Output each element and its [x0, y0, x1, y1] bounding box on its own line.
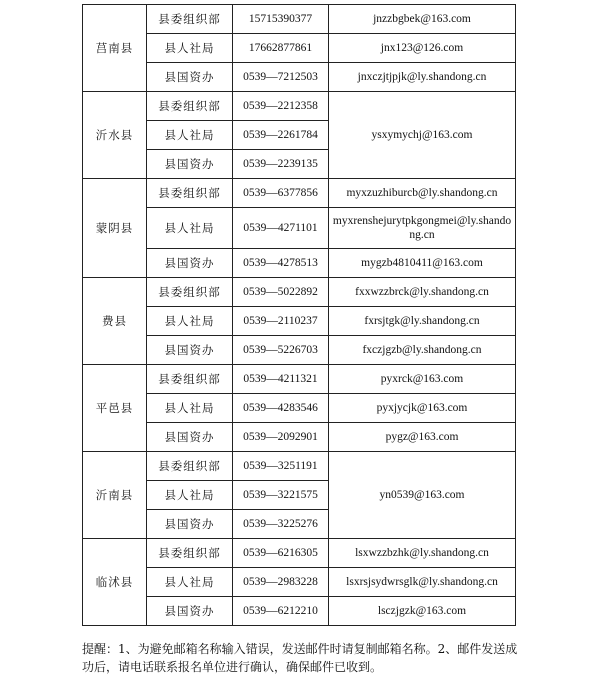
phone-cell: 0539—4278513	[233, 249, 329, 278]
table-row	[83, 394, 516, 423]
phone-cell: 0539—2239135	[233, 150, 329, 179]
table-row	[83, 249, 516, 278]
phone-cell: 0539—5022892	[233, 278, 329, 307]
phone-cell: 0539—6212210	[233, 597, 329, 626]
email-cell[interactable]: pygz@163.com	[329, 423, 516, 452]
department-cell: 县人社局	[147, 121, 233, 150]
county-name: 蒙阴县	[83, 179, 147, 278]
phone-cell: 0539—3221575	[233, 481, 329, 510]
table-row	[83, 568, 516, 597]
department-cell: 县人社局	[147, 208, 233, 249]
table-row	[83, 452, 516, 481]
email-cell[interactable]: jnxczjtjpjk@ly.shandong.cn	[329, 63, 516, 92]
department-cell: 县人社局	[147, 568, 233, 597]
table-row	[83, 597, 516, 626]
contact-table-body	[83, 5, 516, 626]
county-name: 莒南县	[83, 5, 147, 92]
department-cell: 县国资办	[147, 249, 233, 278]
email-cell[interactable]: pyxrck@163.com	[329, 365, 516, 394]
county-name: 临沭县	[83, 539, 147, 626]
department-cell: 县国资办	[147, 597, 233, 626]
email-cell[interactable]: lsxrsjsydwrsglk@ly.shandong.cn	[329, 568, 516, 597]
email-cell[interactable]: yn0539@163.com	[329, 452, 516, 539]
email-cell[interactable]: lsxwzzbzhk@ly.shandong.cn	[329, 539, 516, 568]
email-cell[interactable]: mygzb4810411@163.com	[329, 249, 516, 278]
email-cell[interactable]: ysxymychj@163.com	[329, 92, 516, 179]
department-cell: 县国资办	[147, 150, 233, 179]
county-name: 费县	[83, 278, 147, 365]
table-row	[83, 34, 516, 63]
table-row	[83, 92, 516, 121]
email-cell[interactable]: fxrsjtgk@ly.shandong.cn	[329, 307, 516, 336]
table-row	[83, 179, 516, 208]
department-cell: 县委组织部	[147, 278, 233, 307]
table-row	[83, 208, 516, 249]
email-cell[interactable]: lsczjgzk@163.com	[329, 597, 516, 626]
phone-cell: 0539—2212358	[233, 92, 329, 121]
email-cell[interactable]: fxczjgzb@ly.shandong.cn	[329, 336, 516, 365]
table-row	[83, 63, 516, 92]
department-cell: 县人社局	[147, 481, 233, 510]
county-name: 沂水县	[83, 92, 147, 179]
phone-cell: 0539—2110237	[233, 307, 329, 336]
phone-cell: 0539—3225276	[233, 510, 329, 539]
table-row	[83, 5, 516, 34]
department-cell: 县委组织部	[147, 5, 233, 34]
email-cell[interactable]: fxxwzzbrck@ly.shandong.cn	[329, 278, 516, 307]
phone-cell: 0539—3251191	[233, 452, 329, 481]
table-row	[83, 307, 516, 336]
phone-cell: 17662877861	[233, 34, 329, 63]
department-cell: 县国资办	[147, 336, 233, 365]
phone-cell: 0539—5226703	[233, 336, 329, 365]
department-cell: 县国资办	[147, 510, 233, 539]
county-name: 沂南县	[83, 452, 147, 539]
contact-table	[82, 4, 516, 626]
email-cell[interactable]: pyxjycjk@163.com	[329, 394, 516, 423]
department-cell: 县国资办	[147, 63, 233, 92]
county-name: 平邑县	[83, 365, 147, 452]
table-row	[83, 539, 516, 568]
email-cell[interactable]: jnzzbgbek@163.com	[329, 5, 516, 34]
department-cell: 县委组织部	[147, 365, 233, 394]
email-cell[interactable]: myxrenshejurytpkgongmei@ly.shandong.cn	[329, 208, 516, 249]
phone-cell: 0539—4271101	[233, 208, 329, 249]
table-row	[83, 336, 516, 365]
table-row	[83, 365, 516, 394]
phone-cell: 0539—2261784	[233, 121, 329, 150]
phone-cell: 0539—4211321	[233, 365, 329, 394]
department-cell: 县委组织部	[147, 539, 233, 568]
department-cell: 县委组织部	[147, 92, 233, 121]
department-cell: 县人社局	[147, 34, 233, 63]
phone-cell: 0539—6377856	[233, 179, 329, 208]
phone-cell: 0539—2983228	[233, 568, 329, 597]
department-cell: 县人社局	[147, 394, 233, 423]
phone-cell: 0539—2092901	[233, 423, 329, 452]
department-cell: 县国资办	[147, 423, 233, 452]
table-row	[83, 278, 516, 307]
footer-note: 提醒：1、为避免邮箱名称输入错误，发送邮件时请复制邮箱名称。2、邮件发送成功后，请电话联系报名单位进行确认，确保邮件已收到。	[82, 642, 518, 674]
phone-cell: 0539—6216305	[233, 539, 329, 568]
department-cell: 县委组织部	[147, 179, 233, 208]
department-cell: 县人社局	[147, 307, 233, 336]
phone-cell: 0539—7212503	[233, 63, 329, 92]
email-cell[interactable]: jnx123@126.com	[329, 34, 516, 63]
table-row	[83, 423, 516, 452]
phone-cell: 15715390377	[233, 5, 329, 34]
email-cell[interactable]: myxzuzhiburcb@ly.shandong.cn	[329, 179, 516, 208]
phone-cell: 0539—4283546	[233, 394, 329, 423]
department-cell: 县委组织部	[147, 452, 233, 481]
